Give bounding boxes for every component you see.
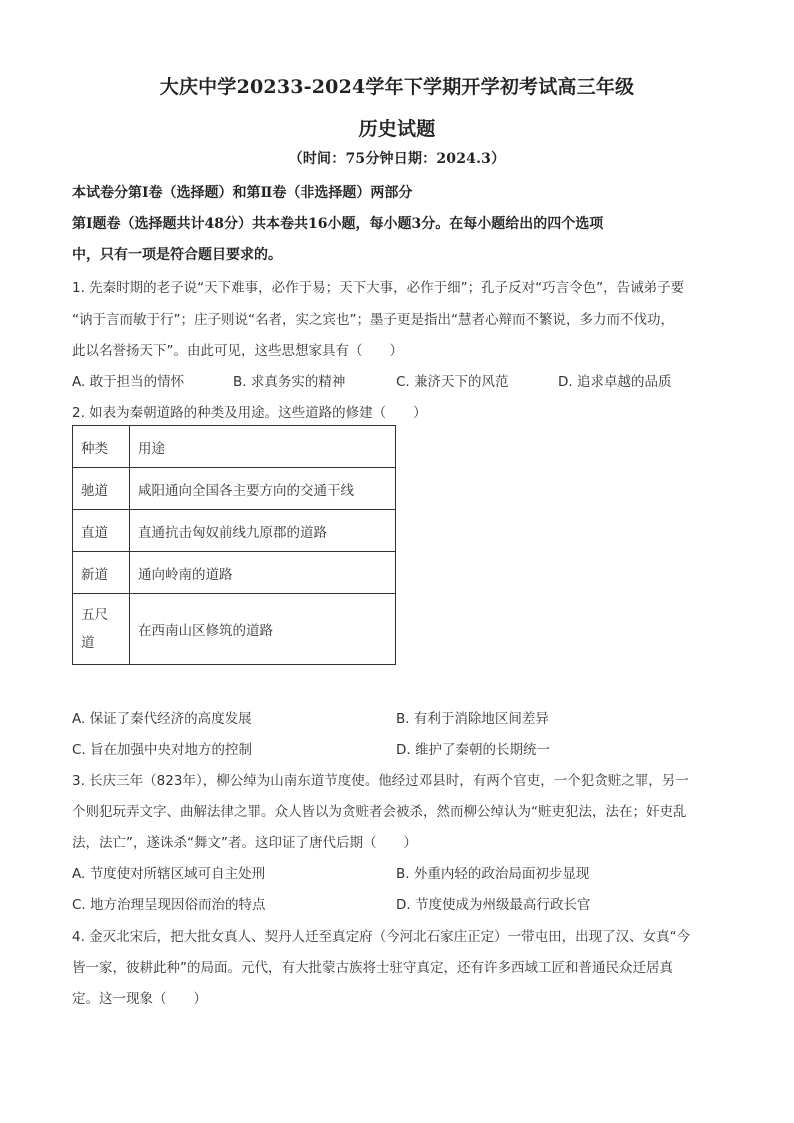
table-cell-type: 直道 — [73, 510, 130, 552]
table-cell-type: 驰道 — [73, 468, 130, 510]
table-header-type: 种类 — [73, 426, 130, 468]
table-cell-type: 新道 — [73, 552, 130, 594]
subject-title: 历史试题 — [358, 118, 436, 140]
intro-line-3: 中，只有一项是符合题目要求的。 — [72, 247, 282, 263]
exam-title: 大庆中学20233-2024学年下学期开学初考试高三年级 — [159, 76, 635, 98]
q3-stem-line-2: 个则犯玩弄文字、曲解法律之罪。众人皆以为贪赃者会被杀，然而柳公绰认为“赃吏犯法，法在；奸吏乱 — [72, 804, 687, 820]
q3-option-c[interactable]: C. 地方治理呈现因俗而治的特点 — [72, 897, 266, 913]
table-row — [73, 510, 396, 552]
exam-meta: （时间：75分钟日期：2024.3） — [288, 151, 506, 167]
intro-line-2: 第Ⅰ题卷（选择题共计48分）共本卷共16小题，每小题3分。在每小题给出的四个选项 — [72, 216, 604, 232]
q1-option-d[interactable]: D. 追求卓越的品质 — [558, 374, 672, 390]
table-cell-type-line-1: 五尺 — [81, 607, 108, 623]
table-row — [73, 468, 396, 510]
q2-option-c[interactable]: C. 旨在加强中央对地方的控制 — [72, 742, 253, 758]
table-header-row — [73, 426, 396, 468]
q1-stem-line-2: “讷于言而敏于行”；庄子则说“名者，实之宾也”；墨子更是指出“慧者心辩而不繁说，多力而不伐功， — [72, 312, 674, 328]
q3-option-a[interactable]: A. 节度使对所辖区域可自主处刑 — [72, 866, 266, 882]
q3-option-d[interactable]: D. 节度使成为州级最高行政长官 — [396, 897, 591, 913]
roads-table — [72, 425, 396, 665]
table-row — [73, 552, 396, 594]
q2-option-d[interactable]: D. 维护了秦朝的长期统一 — [396, 742, 550, 758]
table-cell-type-line-2: 道 — [81, 635, 95, 651]
table-cell-use: 在西南山区修筑的道路 — [130, 594, 396, 665]
table-cell-type — [73, 594, 130, 665]
q1-option-c[interactable]: C. 兼济天下的风范 — [396, 374, 509, 390]
q3-stem-line-3: 法，法亡”，遂诛杀“舞文”者。这印证了唐代后期（ ） — [72, 835, 417, 851]
q1-option-a[interactable]: A. 敢于担当的情怀 — [72, 374, 185, 390]
table-cell-use: 直通抗击匈奴前线九原郡的道路 — [130, 510, 396, 552]
q4-stem-line-2: 皆一家，彼耕此种”的局面。元代，有大批蒙古族将士驻守真定，还有许多西域工匠和普通民众迁居真 — [72, 960, 673, 976]
q2-stem: 2. 如表为秦朝道路的种类及用途。这些道路的修建（ ） — [72, 405, 427, 421]
q1-option-b[interactable]: B. 求真务实的精神 — [233, 374, 346, 390]
intro-line-1: 本试卷分第Ⅰ卷（选择题）和第Ⅱ卷（非选择题）两部分 — [72, 185, 413, 201]
q4-stem-line-3: 定。这一现象（ ） — [72, 991, 207, 1007]
q4-stem-line-1: 4. 金灭北宋后，把大批女真人、契丹人迁至真定府（今河北石家庄正定）一带屯田，出现了汉、女真“今 — [72, 929, 691, 945]
q1-stem-line-3: 此以名誉扬天下”。由此可见，这些思想家具有（ ） — [72, 343, 403, 359]
table-header-use: 用途 — [130, 426, 396, 468]
q2-option-a[interactable]: A. 保证了秦代经济的高度发展 — [72, 711, 252, 727]
table-row — [73, 594, 396, 665]
q3-option-b[interactable]: B. 外重内轻的政治局面初步显现 — [396, 866, 590, 882]
table-cell-use: 通向岭南的道路 — [130, 552, 396, 594]
q1-stem-line-1: 1. 先秦时期的老子说“天下难事，必作于易；天下大事，必作于细”；孔子反对“巧言令色”，告诫弟子要 — [72, 280, 685, 296]
q3-stem-line-1: 3. 长庆三年（823年），柳公绰为山南东道节度使。他经过邓县时，有两个官吏，一个犯贪赃之罪，另一 — [72, 773, 689, 789]
q2-option-b[interactable]: B. 有利于消除地区间差异 — [396, 711, 549, 727]
table-cell-use: 咸阳通向全国各主要方向的交通干线 — [130, 468, 396, 510]
